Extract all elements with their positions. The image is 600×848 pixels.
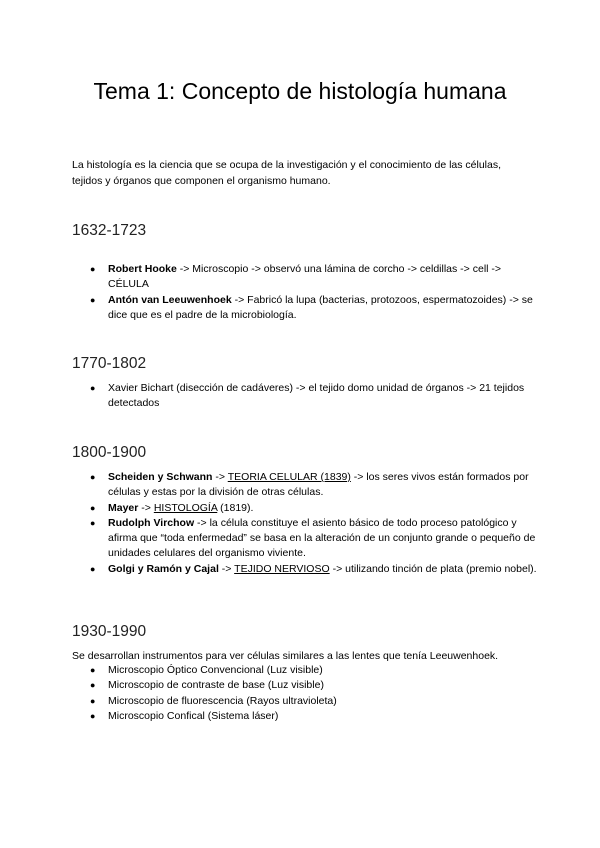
list-item xyxy=(72,516,542,562)
bullet-icon: ● xyxy=(90,665,96,675)
page-title: Tema 1: Concepto de histología humana xyxy=(93,78,507,104)
item-text: -> xyxy=(218,562,235,575)
section-heading-1770-1802: 1770-1802 xyxy=(72,355,147,372)
item-text: -> Microscopio -> observó una lámina de corcho -> celdillas -> cell -> CÉLULA xyxy=(108,263,502,291)
bullet-icon: ● xyxy=(90,680,96,691)
item-text: Xavier Bichart (disección de cadáveres) -> el tejido domo unidad de órganos -> 21 tejidos detectados xyxy=(108,382,525,410)
item-text: (1819). xyxy=(217,501,254,514)
list-item xyxy=(72,501,542,516)
person-name: Golgi y Ramón y Cajal xyxy=(108,562,219,575)
bullet-list-1930-1990 xyxy=(72,663,542,724)
list-item xyxy=(72,678,542,693)
section-heading-1930-1990: 1930-1990 xyxy=(72,623,147,640)
bullet-icon: ● xyxy=(90,563,96,574)
list-item xyxy=(72,262,542,293)
person-name: Mayer xyxy=(108,501,139,514)
underlined-term: TEORIA CELULAR (1839) xyxy=(227,471,351,483)
person-name: Rudolph Virchow xyxy=(108,516,195,529)
item-text: -> xyxy=(212,471,228,483)
bullet-icon: ● xyxy=(90,517,96,528)
item-text: Microscopio Óptico Convencional (Luz visible) xyxy=(108,664,323,676)
person-name: Scheiden y Schwann xyxy=(108,471,213,483)
item-text: Microscopio de contraste de base (Luz visible) xyxy=(108,679,324,692)
bullet-icon: ● xyxy=(90,294,96,305)
bullet-icon: ● xyxy=(90,502,96,513)
underlined-term: HISTOLOGÍA xyxy=(153,501,218,514)
bullet-list-1800-1900 xyxy=(72,470,542,577)
list-item xyxy=(72,663,542,678)
bullet-icon: ● xyxy=(90,472,96,482)
section-heading-1632-1723: 1632-1723 xyxy=(72,222,147,239)
bullet-icon: ● xyxy=(90,695,96,706)
item-text: -> la célula constituye el asiento básico de todo proceso patológico y afirma que “toda enfermedad” se basa en la alteración de un conjunto grande o pequeño de unidades celulares del organismo viviente. xyxy=(108,516,536,560)
bullet-list-1770-1802 xyxy=(72,381,542,412)
section-intro-1930-1990: Se desarrollan instrumentos para ver células similares a las lentes que tenía Leeuwenhoek. xyxy=(72,650,499,662)
item-text: -> utilizando tinción de plata (premio nobel). xyxy=(329,562,537,575)
section-heading-1800-1900: 1800-1900 xyxy=(72,444,147,461)
item-text: -> xyxy=(138,501,154,514)
bullet-icon: ● xyxy=(90,710,96,721)
item-text: Microscopio Confical (Sistema láser) xyxy=(108,709,279,722)
person-name: Antón van Leeuwenhoek xyxy=(108,293,232,306)
underlined-term: TEJIDO NERVIOSO xyxy=(234,562,330,575)
list-item xyxy=(72,470,542,501)
item-text: -> Fabricó la lupa (bacterias, protozoos, espermatozoides) -> se dice que es el padre de la microbiología. xyxy=(108,293,533,321)
bullet-list-1632-1723 xyxy=(72,262,542,323)
bullet-icon: ● xyxy=(90,264,96,274)
person-name: Robert Hooke xyxy=(108,263,177,275)
item-text: -> los seres vivos están formados por células y estas por la división de otras células. xyxy=(108,471,529,499)
list-item xyxy=(72,293,542,324)
list-item xyxy=(72,562,542,577)
list-item xyxy=(72,381,542,412)
intro-paragraph: La histología es la ciencia que se ocupa de la investigación y el conocimiento de las células, tejidos y órganos que componen el organismo humano. xyxy=(72,159,502,187)
list-item xyxy=(72,694,542,709)
list-item xyxy=(72,709,542,724)
item-text: Microscopio de fluorescencia (Rayos ultravioleta) xyxy=(108,694,337,707)
bullet-icon: ● xyxy=(90,383,96,393)
